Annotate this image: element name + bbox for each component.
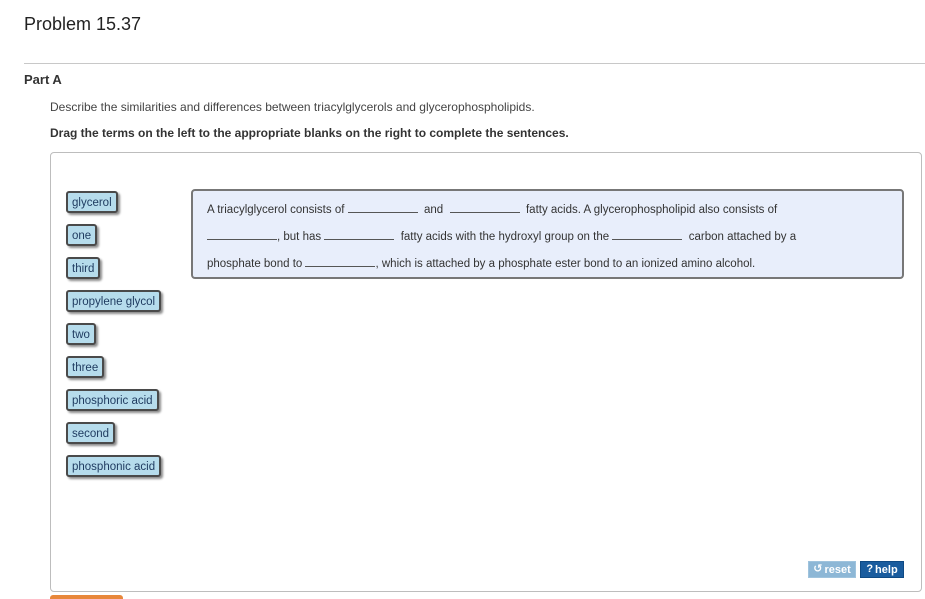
submit-button[interactable] [50, 595, 123, 599]
sentence-text: A triacylglycerol consists of [207, 204, 345, 216]
drop-blank-4[interactable] [324, 228, 394, 240]
reset-button[interactable] [808, 561, 856, 578]
term-bank [66, 191, 186, 491]
drop-blank-5[interactable] [612, 228, 682, 240]
sentence-text: and [424, 204, 444, 216]
sentence-line-1 [207, 201, 777, 216]
sentence-line-3 [207, 255, 755, 270]
drop-blank-1[interactable] [348, 201, 418, 213]
sentence-text: , which is attached by a phosphate ester bond to an ionized amino alcohol. [375, 258, 756, 270]
header-divider [24, 63, 925, 64]
drop-blank-2[interactable] [450, 201, 520, 213]
sentence-drop-area [191, 189, 904, 279]
question-text: Describe the similarities and differences between triacylglycerols and glycerophospholipids. [50, 100, 535, 114]
sentence-text: carbon attached by a [688, 231, 797, 243]
term-tile-two[interactable]: two [66, 323, 96, 345]
drop-blank-3[interactable] [207, 228, 277, 240]
term-tile-second[interactable]: second [66, 422, 115, 444]
term-tile-glycerol[interactable]: glycerol [66, 191, 118, 213]
problem-title: Problem 15.37 [24, 14, 142, 34]
term-tile-propylene-glycol[interactable]: propylene glycol [66, 290, 161, 312]
sentence-text: , but has [277, 231, 322, 243]
help-label: help [875, 563, 898, 576]
term-tile-one[interactable]: one [66, 224, 97, 246]
term-tile-three[interactable]: three [66, 356, 104, 378]
reset-icon: ↺ [813, 563, 823, 575]
part-title: Part A [24, 72, 62, 87]
sentence-text: fatty acids with the hydroxyl group on the [400, 231, 610, 243]
reset-label: reset [824, 563, 851, 576]
instructions-text: Drag the terms on the left to the appropriate blanks on the right to complete the sentences. [50, 126, 569, 140]
sentence-text: fatty acids. A glycerophospholipid also consists of [525, 204, 778, 216]
term-tile-phosphoric-acid[interactable]: phosphoric acid [66, 389, 159, 411]
drop-blank-6[interactable] [305, 255, 375, 267]
help-button[interactable] [860, 561, 904, 578]
sentence-text: phosphate bond to [207, 258, 303, 270]
term-tile-third[interactable]: third [66, 257, 100, 279]
help-icon: ? [866, 563, 874, 575]
sentence-line-2 [207, 228, 796, 243]
term-tile-phosphonic-acid[interactable]: phosphonic acid [66, 455, 161, 477]
